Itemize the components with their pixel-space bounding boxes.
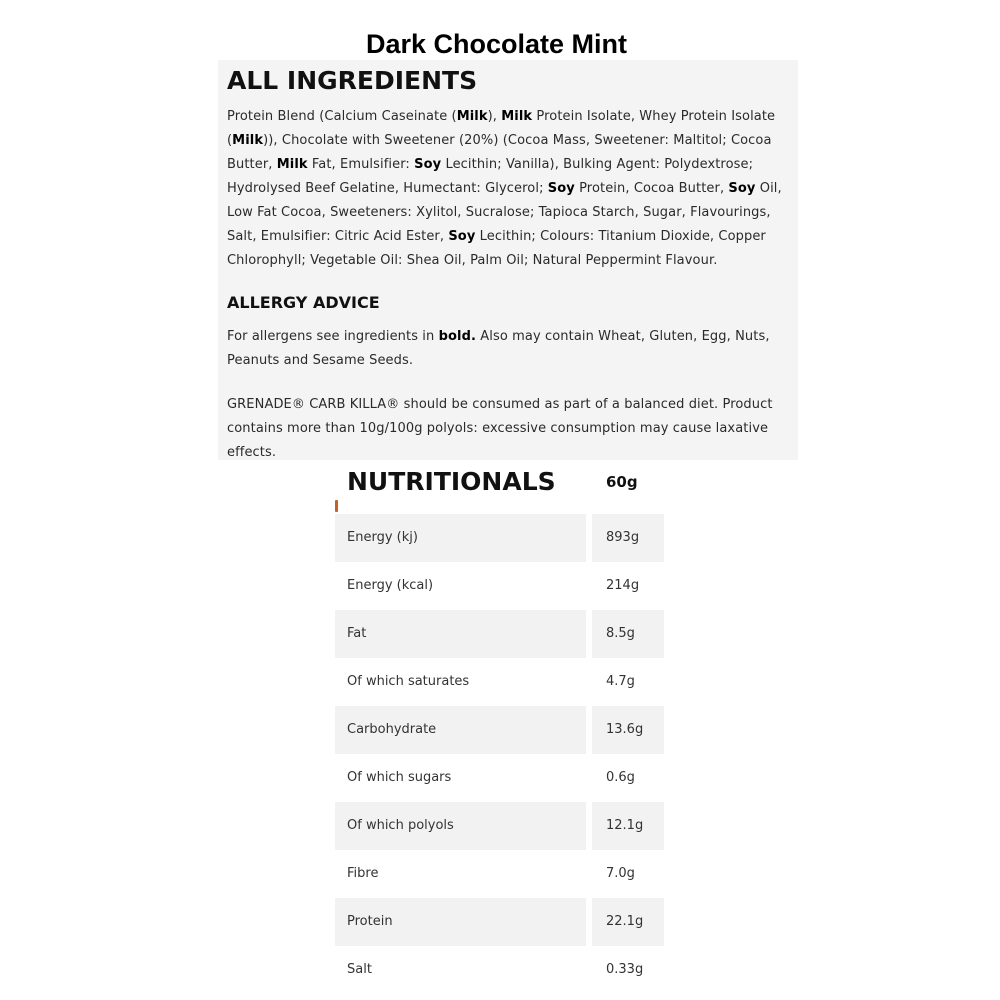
nutrient-label: Of which sugars — [347, 770, 452, 785]
nutrition-rows — [335, 514, 665, 994]
ingredients-segment: )), Chocolate with Sweetener (20%) (Cocoa Mass, Sweetener: Maltitol; Cocoa Butter, — [227, 133, 772, 172]
nutrient-value: 0.33g — [606, 962, 644, 977]
nutrition-table — [335, 466, 665, 994]
allergen-word: Milk — [501, 109, 533, 124]
ingredients-segment: Protein Isolate, Whey Protein Isolate ( — [227, 109, 776, 148]
ingredients-heading: ALL INGREDIENTS — [227, 66, 478, 95]
table-row — [335, 658, 665, 706]
nutrient-label: Energy (kcal) — [347, 578, 434, 593]
nutrient-label: Of which polyols — [335, 802, 586, 850]
nutrient-value: 0.6g — [606, 770, 635, 785]
allergy-prefix: For allergens see ingredients in — [227, 329, 439, 344]
table-row — [335, 754, 665, 802]
allergen-word: Milk — [456, 109, 488, 124]
nutrient-value: 4.7g — [606, 674, 635, 689]
allergen-word: Milk — [276, 157, 308, 172]
product-title: Dark Chocolate Mint — [365, 29, 628, 59]
allergen-word: Soy — [448, 229, 476, 244]
table-row — [335, 610, 665, 658]
ingredients-segment: Fat, Emulsifier: — [307, 157, 415, 172]
table-row — [335, 706, 665, 754]
allergy-heading: ALLERGY ADVICE — [227, 293, 380, 312]
ingredients-segment: Protein, Cocoa Butter, — [574, 181, 729, 196]
nutrient-label: Salt — [347, 962, 372, 977]
allergy-bold-word: bold. — [438, 329, 477, 344]
table-row — [335, 514, 665, 562]
nutrition-heading: NUTRITIONALS — [347, 467, 556, 496]
allergen-word: Soy — [728, 181, 756, 196]
allergy-text — [227, 325, 792, 373]
table-row — [335, 946, 665, 994]
nutrient-value: 13.6g — [592, 706, 664, 754]
allergen-word: Soy — [414, 157, 442, 172]
nutrient-value: 8.5g — [592, 610, 664, 658]
nutrient-label: Protein — [335, 898, 586, 946]
table-row — [335, 562, 665, 610]
table-row — [335, 802, 665, 850]
nutrient-label: Fat — [335, 610, 586, 658]
table-row — [335, 898, 665, 946]
nutrient-value: 7.0g — [606, 866, 635, 881]
ingredients-segment: Lecithin; Colours: Titanium Dioxide, Copper Chlorophyll; Vegetable Oil: Shea Oil, Palm Oil; Natural Peppermint Flavour. — [227, 229, 766, 268]
allergen-word: Milk — [232, 133, 264, 148]
allergen-word: Soy — [547, 181, 575, 196]
nutrition-header — [335, 466, 665, 514]
allergy-suffix: Also may contain Wheat, Gluten, Egg, Nuts, Peanuts and Sesame Seeds. — [227, 329, 770, 368]
table-row — [335, 850, 665, 898]
ingredients-segment: Lecithin; Vanilla), Bulking Agent: Polydextrose; Hydrolysed Beef Gelatine, Humectant: Glycerol; — [227, 157, 754, 196]
nutrient-value: 893g — [592, 514, 664, 562]
ingredients-segment: ), — [487, 109, 502, 124]
nutrient-label: Of which saturates — [347, 674, 470, 689]
ingredients-text — [227, 105, 792, 273]
nutrient-label: Energy (kj) — [335, 514, 586, 562]
nutrient-label: Carbohydrate — [335, 706, 586, 754]
ingredients-segment: Protein Blend (Calcium Caseinate ( — [227, 109, 457, 124]
ingredients-segment: Oil, Low Fat Cocoa, Sweeteners: Xylitol, Sucralose; Tapioca Starch, Sugar, Flavourings, Salt, Emulsifier: Citric Acid Ester, — [227, 181, 782, 244]
nutrient-label: Fibre — [347, 866, 379, 881]
nutrient-value: 12.1g — [592, 802, 664, 850]
ingredients-panel — [218, 60, 798, 460]
nutrient-value: 22.1g — [592, 898, 664, 946]
serving-size: 60g — [606, 473, 638, 491]
nutrient-value: 214g — [606, 578, 640, 593]
diet-note: GRENADE® CARB KILLA® should be consumed as part of a balanced diet. Product contains more than 10g/100g polyols: excessive consumption may cause laxative effects. — [227, 397, 773, 460]
